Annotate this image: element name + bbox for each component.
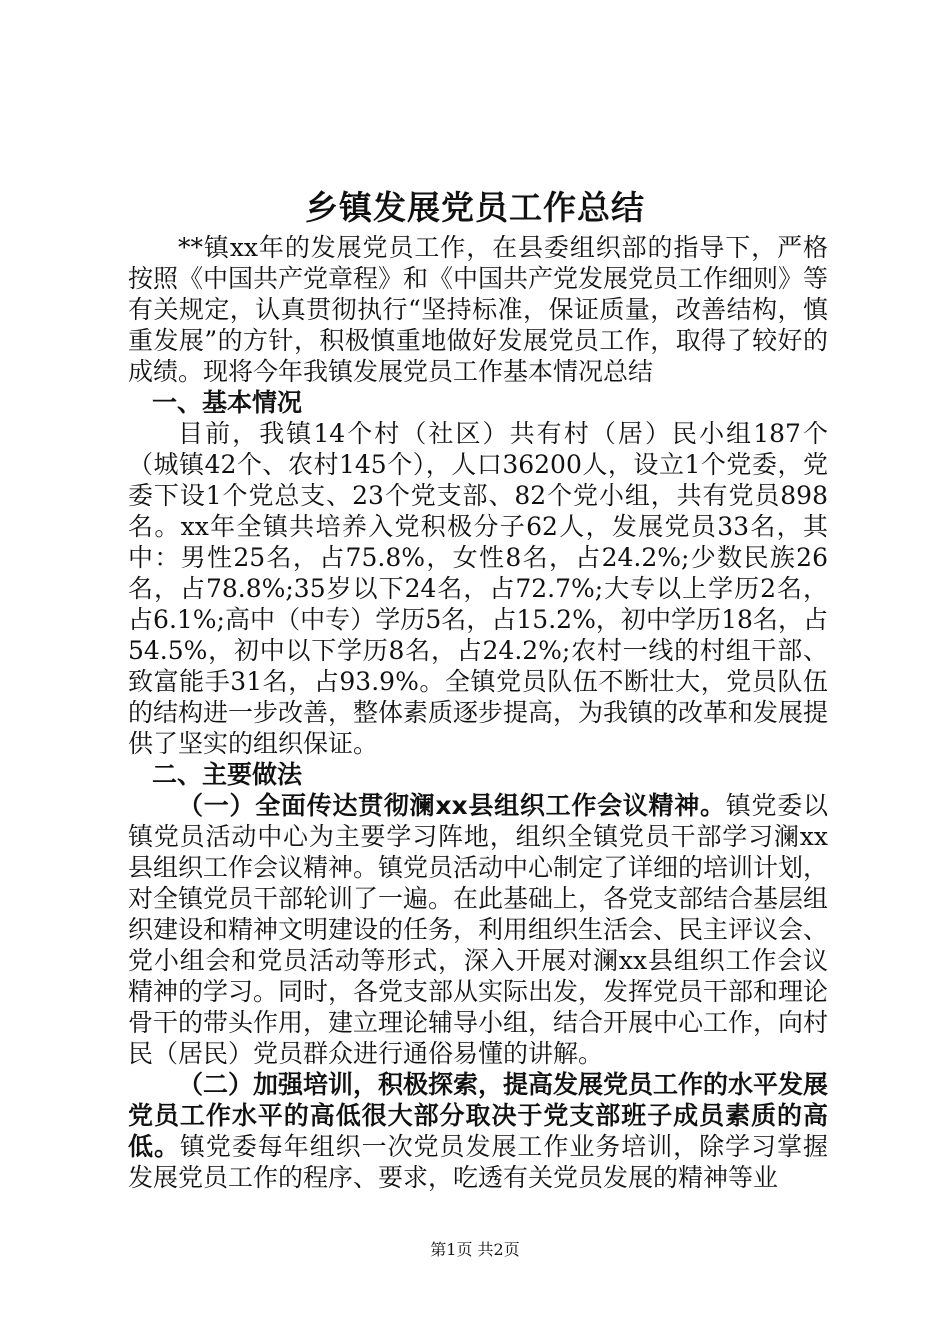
document-body xyxy=(128,232,828,1193)
page-footer: 第1页 共2页 xyxy=(430,1240,520,1259)
methods-item-1 xyxy=(128,790,828,1069)
methods-item-2-lead: （二）加强培训，积极探索，提高发展党员工作的水平发展党员工作水平的高低很大部分取决于党支部班子成员素质的高低。 xyxy=(128,1070,829,1161)
intro-paragraph: **镇xx年的发展党员工作，在县委组织部的指导下，严格按照《中国共产党章程》和《中国共产党发展党员工作细则》等有关规定，认真贯彻执行“坚持标准，保证质量，改善结构，慎重发展”的方针，积极慎重地做好发展党员工作，取得了较好的成绩。现将今年我镇发展党员工作基本情况总结 xyxy=(128,233,829,386)
methods-item-1-body: 镇党委以镇党员活动中心为主要学习阵地，组织全镇党员干部学习澜xx县组织工作会议精神。镇党员活动中心制定了详细的培训计划，对全镇党员干部轮训了一遍。在此基础上，各党支部结合基层组织建设和精神文明建设的任务，利用组织生活会、民主评议会、党小组会和党员活动等形式，深入开展对澜xx县组织工作会议精神的学习。同时，各党支部从实际出发，发挥党员干部和理论骨干的带头作用，建立理论辅导小组，结合开展中心工作，向村民（居民）党员群众进行通俗易懂的讲解。 xyxy=(128,791,829,1068)
page-title: 乡镇发展党员工作总结 xyxy=(305,188,645,227)
section-basic-paragraph: 目前，我镇14个村（社区）共有村（居）民小组187个（城镇42个、农村145个），人口36200人，设立1个党委，党委下设1个党总支、23个党支部、82个党小组，共有党员898名。xx年全镇共培养入党积极分子62人，发展党员33名，其中：男性25名，占75.8%，女性8名，占24.2%;少数民族26名，占78.8%;35岁以下24名，占72.7%;大专以上学历2名，占6.1%;高中（中专）学历5名，占15.2%，初中学历18名，占54.5%，初中以下学历8名，占24.2%;农村一线的村组干部、致富能手31名，占93.9%。全镇党员队伍不断壮大，党员队伍的结构进一步改善，整体素质逐步提高，为我镇的改革和发展提供了坚实的组织保证。 xyxy=(128,419,829,758)
section-heading-methods: 二、主要做法 xyxy=(152,760,303,789)
methods-item-1-lead: （一）全面传达贯彻澜xx县组织工作会议精神。 xyxy=(178,791,726,820)
methods-item-2-body: 镇党委每年组织一次党员发展工作业务培训，除学习掌握发展党员工作的程序、要求，吃透有关党员发展的精神等业 xyxy=(128,1132,828,1192)
methods-item-2 xyxy=(128,1069,828,1193)
section-heading-basic: 一、基本情况 xyxy=(152,388,303,417)
